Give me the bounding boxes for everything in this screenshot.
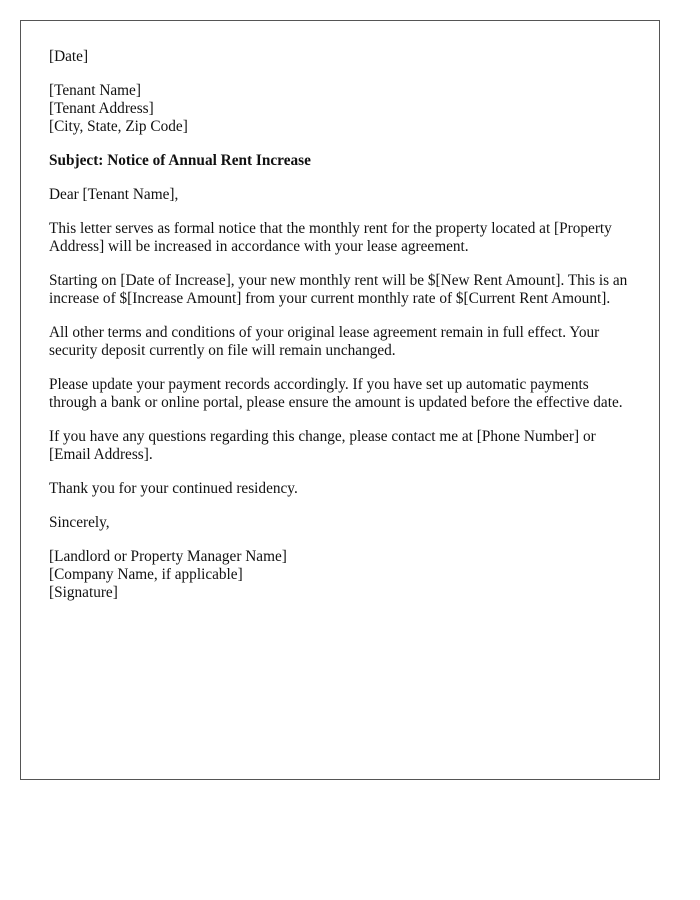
body-paragraph: Starting on [Date of Increase], your new monthly rent will be $[New Rent Amount]. This is an increase of $[Increase Amount] from your current monthly rate of $[Current Rent Amount].: [49, 272, 628, 307]
signature: [Signature]: [49, 584, 118, 601]
closing: Sincerely,: [49, 514, 110, 531]
body-paragraph: This letter serves as formal notice that the monthly rent for the property located at [Property Address] will be increased in accordance with your lease agreement.: [49, 220, 612, 255]
company-name: [Company Name, if applicable]: [49, 566, 243, 583]
subject-line: Subject: Notice of Annual Rent Increase: [49, 152, 311, 169]
signature-block: [49, 548, 631, 602]
tenant-city-state-zip: [City, State, Zip Code]: [49, 118, 188, 135]
landlord-name: [Landlord or Property Manager Name]: [49, 548, 287, 565]
date: [Date]: [49, 48, 89, 65]
tenant-name: [Tenant Name]: [49, 82, 141, 99]
body-paragraph: All other terms and conditions of your original lease agreement remain in full effect. Your security deposit currently on file will remain unchanged.: [49, 324, 600, 359]
letter-page: [20, 20, 660, 780]
body-paragraph: Please update your payment records accordingly. If you have set up automatic payments through a bank or online portal, please ensure the amount is updated before the effective date.: [49, 376, 623, 411]
body-paragraph: If you have any questions regarding this change, please contact me at [Phone Number] or [Email Address].: [49, 428, 596, 463]
salutation: Dear [Tenant Name],: [49, 186, 179, 203]
recipient-block: [49, 82, 631, 136]
tenant-address: [Tenant Address]: [49, 100, 154, 117]
body-paragraph: Thank you for your continued residency.: [49, 480, 298, 497]
